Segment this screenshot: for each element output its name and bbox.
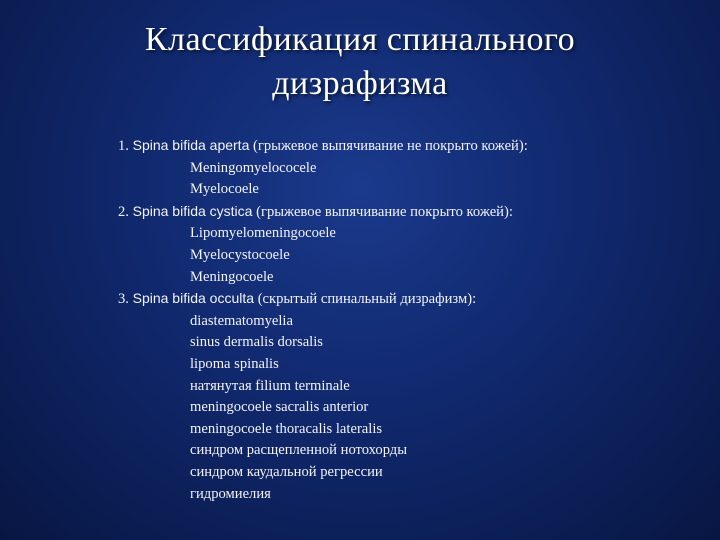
list-item: Meningomyelococele [190,159,317,176]
section-number: 3. [118,291,129,308]
list-item: Lipomyelomeningocoele [190,225,336,242]
section-heading-3 [118,288,708,311]
section-number: 1. [118,138,129,154]
title-line-1: Классификация спинального [144,21,576,58]
list-item: Myelocoele [190,181,259,198]
classification-list [118,135,708,505]
section-term: Spina bifida aperta [132,137,250,153]
list-item: meningocoele thoracalis lateralis [190,420,383,437]
list-item: lipoma spinalis [190,355,279,372]
list-item: sinus dermalis dorsalis [190,334,323,351]
list-item: гидромиелия [190,485,271,502]
list-item: Meningocoele [190,268,274,285]
list-item: diastematomyelia [190,312,293,329]
section-heading-2 [118,201,708,224]
list-item: meningocoele sacralis anterior [190,399,369,416]
list-item: синдром каудальной регрессии [190,463,383,480]
section-note: (скрытый спинальный дизрафизм): [257,291,477,308]
section-note: (грыжевое выпячивание покрыто кожей): [256,203,513,220]
section-note: (грыжевое выпячивание не покрыто кожей): [253,138,528,154]
section-term: Spina bifida cystica [132,202,253,219]
title-line-2: дизрафизма [272,65,448,102]
slide-title [0,18,720,106]
list-item: синдром расщепленной нотохорды [190,442,408,459]
list-item: натянутая filium terminale [190,377,350,394]
section-number: 2. [118,203,129,220]
list-item: Myelocystocoele [190,246,290,263]
section-term: Spina bifida occulta [132,290,255,307]
section-heading-1 [118,135,708,158]
